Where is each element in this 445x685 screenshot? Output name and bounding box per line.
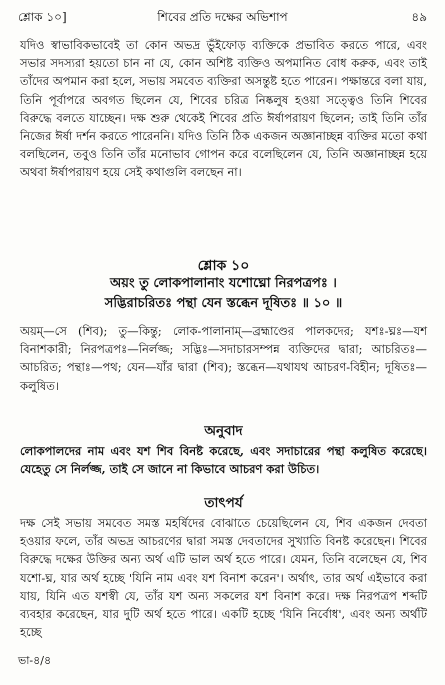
footer-signature: ভা-৪/৪ <box>18 654 52 667</box>
page-number: ৪৯ <box>411 10 427 24</box>
verse-title: শ্লোক ১০ <box>197 258 250 274</box>
synonyms-paragraph: অয়ম্—সে (শিব); তু—কিন্তু; লোক-পালানাম্—ব্রহ্মাণ্ডের পালকদের; যশঃ-ঘ্নঃ—যশ বিনাশকারী; নিরপত্রপঃ—নির্লজ্জ; সদ্ভিঃ—সদাচারসম্পন্ন ব্যক্তিদের দ্বারা; আচরিতঃ—আচরিত; পন্থাঃ—পথ; যেন—যাঁর দ্বারা (শিব); স্তব্ধেন—যথাযথ আচরণ-বিহীন; দূষিতঃ—কলুষিত। <box>20 324 427 393</box>
translation-title: অনুবাদ <box>204 423 243 439</box>
verse-line-2: সদ্ভিরাচরিতঃ পন্থা যেন স্তব্ধেন দূষিতঃ ॥ ১০ ॥ <box>104 296 343 311</box>
purport-text: দক্ষ সেই সভায় সমবেত সমস্ত মহর্ষিদের বোঝাতে চেয়েছিলেন যে, শিব একজন দেবতা হওয়ার ফলে, তাঁর অভদ্র আচরণের দ্বারা সমস্ত দেবতাদের সুখ্যাতি বিনষ্ট করেছেন। শিবের বিরুদ্ধে দক্ষের উক্তির অন্য অর্থ এটি ভাল অর্থ হতে পারে। যেমন, তিনি বলেছেন যে, শিব যশো-ঘ্ন, যার অর্থ হচ্ছে 'যিনি নাম এবং যশ বিনাশ করেন'। অর্থাৎ, তার অর্থ এইভাবে করা যায়, যিনি এত যশস্বী যে, তাঁর যশ অন্য সকলের যশ বিনাশ করে। দক্ষ নিরপত্রপ শব্দটি ব্যবহার করেছেন, যার দুটি অর্থ হতে পারে। একটি হচ্ছে 'যিনি নির্বোধ', এবং অন্য অর্থটি হচ্ছে <box>20 516 427 640</box>
purport-title: তাৎপর্য <box>204 495 243 511</box>
running-header <box>18 10 427 28</box>
translation-text: লোকপালদের নাম এবং যশ শিব বিনষ্ট করেছে, এবং সদাচারের পন্থা কলুষিত করেছে। যেহেতু সে নির্লজ্জ, তাই সে জানে না কিভাবে আচরণ করা উচিত। <box>20 444 427 477</box>
verse-line-1: অয়ং তু লোকপালানাং যশোঘ্নো নিরপত্রপঃ । <box>110 276 337 291</box>
intro-paragraph: যদিও স্বাভাবিকভাবেই তা কোন অভদ্র ভুঁইফোড় ব্যক্তিকে প্রভাবিত করতে পারে, এবং সভার সদস্যরা হয়তো চান না যে, কোন অশিষ্ট ব্যক্তিও অপমানিত বোধ করুক, এবং তাই তাঁদের অপমান করা হলে, সভায় সমবেত ব্যক্তিরা অসন্তুষ্ট হতে পারেন। পক্ষান্তরে বলা যায়, তিনি পূর্বাপরে অবগত ছিলেন যে, শিবের চরিত্র নিষ্কলুষ হওয়া সত্ত্বেও তিনি শিবের বিরুদ্ধে বলতে যাচ্ছেন। দক্ষ শুরু থেকেই শিবের প্রতি ঈর্ষাপরায়ণ ছিলেন; তাই তিনি তাঁর নিজের ঈর্ষা দর্শন করতে পারেননি। যদিও তিনি ঠিক একজন অজ্ঞানাচ্ছন্ন ব্যক্তির মতো কথা বলছিলেন, তবুও তিনি তাঁর মনোভাব গোপন করে বলেছিলেন যে, তিনি অজ্ঞানাচ্ছন্ন হয়ে অথবা ঈর্ষাপরায়ণ হয়ে সেই কথাগুলি বলছেন না। <box>20 38 427 180</box>
header-chapter-title: শিবের প্রতি দক্ষের অভিশাপ <box>157 10 288 24</box>
header-verse-ref: শ্লোক ১০] <box>18 10 67 24</box>
